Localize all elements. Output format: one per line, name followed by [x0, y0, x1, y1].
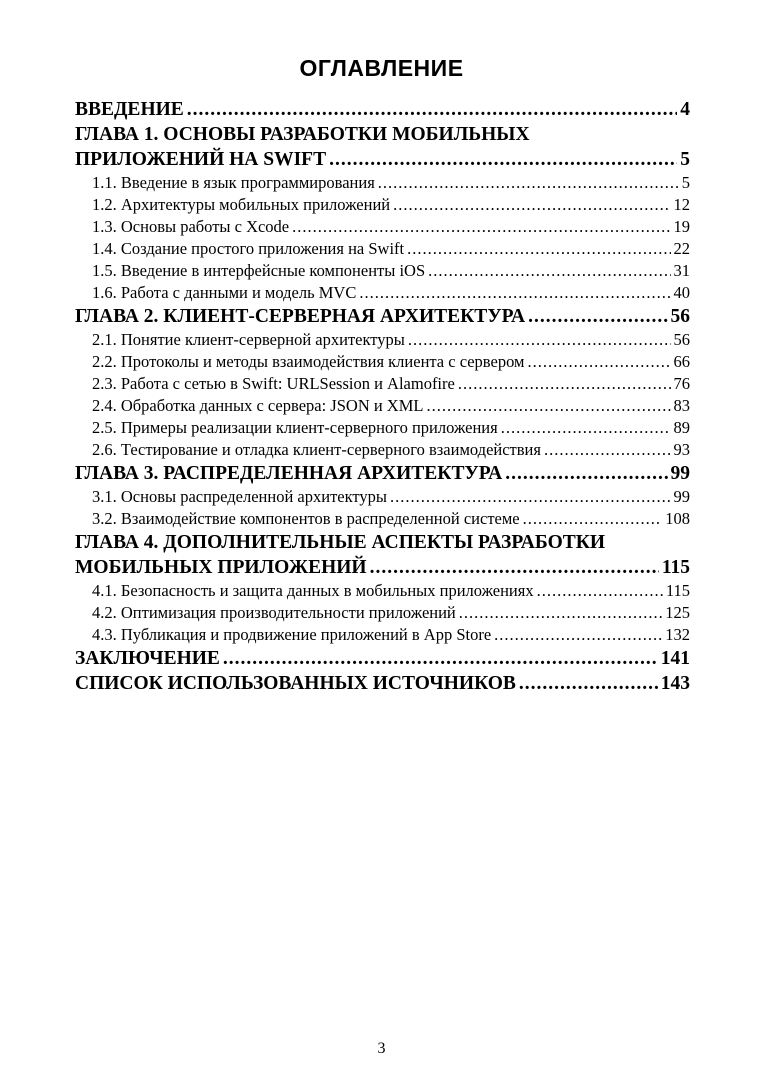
toc-entry-label: 2.6. Тестирование и отладка клиент-серверного взаимодействия — [92, 440, 541, 459]
dot-leader — [494, 624, 662, 646]
toc-entry-page: 83 — [673, 396, 690, 415]
toc-entry-page: 108 — [665, 509, 690, 528]
dot-leader — [407, 238, 670, 260]
dot-leader — [505, 461, 667, 486]
toc-entry-label: 1.2. Архитектуры мобильных приложений — [92, 195, 391, 214]
toc-entry-label: 1.4. Создание простого приложения на Swift — [92, 239, 405, 258]
toc-entry-page: 4 — [680, 99, 690, 120]
dot-leader — [292, 216, 670, 238]
dot-leader — [378, 172, 679, 194]
dot-leader — [329, 147, 677, 172]
toc-section-2-3[interactable] — [75, 373, 690, 395]
toc-chapter-4[interactable] — [75, 555, 690, 580]
toc-section-1-3[interactable] — [75, 216, 690, 238]
toc-section-2-2[interactable] — [75, 351, 690, 373]
toc-section-1-1[interactable] — [75, 172, 690, 194]
dot-leader — [187, 97, 677, 122]
toc-entry-label: 2.5. Примеры реализации клиент-серверного приложения — [92, 418, 498, 437]
toc-section-1-4[interactable] — [75, 238, 690, 260]
toc-section-4-1[interactable] — [75, 580, 690, 602]
dot-leader — [523, 508, 663, 530]
toc-entry-label: ПРИЛОЖЕНИЙ НА SWIFT — [75, 149, 327, 170]
toc-section-1-6[interactable] — [75, 282, 690, 304]
toc-entry-page: 132 — [665, 625, 690, 644]
toc-section-2-6[interactable] — [75, 439, 690, 461]
dot-leader — [426, 395, 670, 417]
toc-entry-page: 141 — [660, 648, 690, 669]
toc-entry-label: ЗАКЛЮЧЕНИЕ — [75, 648, 220, 669]
toc-entry-page: 89 — [673, 418, 690, 437]
toc-section-3-2[interactable] — [75, 508, 690, 530]
toc-chapter-1-title-line-1[interactable]: ГЛАВА 1. ОСНОВЫ РАЗРАБОТКИ МОБИЛЬНЫХ — [75, 124, 530, 145]
dot-leader — [223, 646, 658, 671]
dot-leader — [459, 602, 662, 624]
toc-entry-label: 2.3. Работа с сетью в Swift: URLSession и Alamofire — [92, 374, 455, 393]
toc-entry-page: 99 — [670, 463, 690, 484]
dot-leader — [393, 194, 670, 216]
page-title: ОГЛАВЛЕНИЕ — [299, 55, 464, 81]
toc-entry-page: 56 — [673, 330, 690, 349]
toc-entry-label: 3.1. Основы распределенной архитектуры — [92, 487, 387, 506]
toc-entry-page: 40 — [673, 283, 690, 302]
toc-entry-page: 115 — [661, 557, 690, 578]
toc-entry-sources[interactable] — [75, 671, 690, 696]
toc-chapter-2[interactable] — [75, 304, 690, 329]
toc-entry-label: 4.2. Оптимизация производительности приложений — [92, 603, 456, 622]
page-number: 3 — [377, 1040, 386, 1057]
toc-entry-conclusion[interactable] — [75, 646, 690, 671]
dot-leader — [390, 486, 671, 508]
toc-entry-label: 1.1. Введение в язык программирования — [92, 173, 375, 192]
toc-entry-label: 2.1. Понятие клиент-серверной архитектуры — [92, 330, 405, 349]
toc-entry-page: 125 — [665, 603, 690, 622]
toc-entry-label: СПИСОК ИСПОЛЬЗОВАННЫХ ИСТОЧНИКОВ — [75, 673, 516, 694]
dot-leader — [519, 671, 658, 696]
toc-chapter-3[interactable] — [75, 461, 690, 486]
toc-entry-label: 4.3. Публикация и продвижение приложений в App Store — [92, 625, 492, 644]
dot-leader — [370, 555, 659, 580]
toc-entry-label: 4.1. Безопасность и защита данных в мобильных приложениях — [92, 581, 534, 600]
toc-entry-label: 3.2. Взаимодействие компонентов в распределенной системе — [92, 509, 520, 528]
toc-entry-page: 56 — [670, 306, 690, 327]
toc-section-2-1[interactable] — [75, 329, 690, 351]
dot-leader — [527, 351, 670, 373]
toc-entry-page: 143 — [660, 673, 690, 694]
toc-entry-page: 66 — [673, 352, 690, 371]
toc-entry-page: 5 — [681, 173, 690, 192]
toc-section-2-5[interactable] — [75, 417, 690, 439]
toc-section-4-3[interactable] — [75, 624, 690, 646]
toc-entry-page: 93 — [673, 440, 690, 459]
toc-entry-intro[interactable] — [75, 97, 690, 122]
toc-entry-page: 19 — [673, 217, 690, 236]
toc-entry-page: 5 — [680, 149, 690, 170]
toc-entry-page: 76 — [673, 374, 690, 393]
dot-leader — [458, 373, 671, 395]
toc-entry-label: ВВЕДЕНИЕ — [75, 99, 184, 120]
toc-entry-label: 1.5. Введение в интерфейсные компоненты iOS — [92, 261, 426, 280]
toc-entry-label: 1.6. Работа с данными и модель MVC — [92, 283, 357, 302]
toc-entry-label: ГЛАВА 3. РАСПРЕДЕЛЕННАЯ АРХИТЕКТУРА — [75, 463, 503, 484]
dot-leader — [537, 580, 663, 602]
toc-section-1-2[interactable] — [75, 194, 690, 216]
dot-leader — [359, 282, 670, 304]
toc-entry-label: ГЛАВА 2. КЛИЕНТ-СЕРВЕРНАЯ АРХИТЕКТУРА — [75, 306, 526, 327]
toc-entry-label: 2.2. Протоколы и методы взаимодействия клиента с сервером — [92, 352, 525, 371]
toc-entry-page: 31 — [673, 261, 690, 280]
dot-leader — [528, 304, 667, 329]
toc-entry-page: 115 — [665, 581, 690, 600]
toc-entry-label: 1.3. Основы работы с Xcode — [92, 217, 290, 236]
toc-section-2-4[interactable] — [75, 395, 690, 417]
dot-leader — [428, 260, 670, 282]
toc-entry-label: 2.4. Обработка данных с сервера: JSON и XML — [92, 396, 424, 415]
dot-leader — [544, 439, 671, 461]
toc-entry-page: 22 — [673, 239, 690, 258]
dot-leader — [408, 329, 671, 351]
toc-section-3-1[interactable] — [75, 486, 690, 508]
toc-section-4-2[interactable] — [75, 602, 690, 624]
table-of-contents — [75, 97, 690, 696]
toc-chapter-4-title-line-1[interactable]: ГЛАВА 4. ДОПОЛНИТЕЛЬНЫЕ АСПЕКТЫ РАЗРАБОТКИ — [75, 532, 606, 553]
toc-entry-page: 12 — [673, 195, 690, 214]
toc-section-1-5[interactable] — [75, 260, 690, 282]
toc-entry-page: 99 — [673, 487, 690, 506]
toc-entry-label: МОБИЛЬНЫХ ПРИЛОЖЕНИЙ — [75, 557, 367, 578]
dot-leader — [501, 417, 671, 439]
toc-chapter-1[interactable] — [75, 147, 690, 172]
